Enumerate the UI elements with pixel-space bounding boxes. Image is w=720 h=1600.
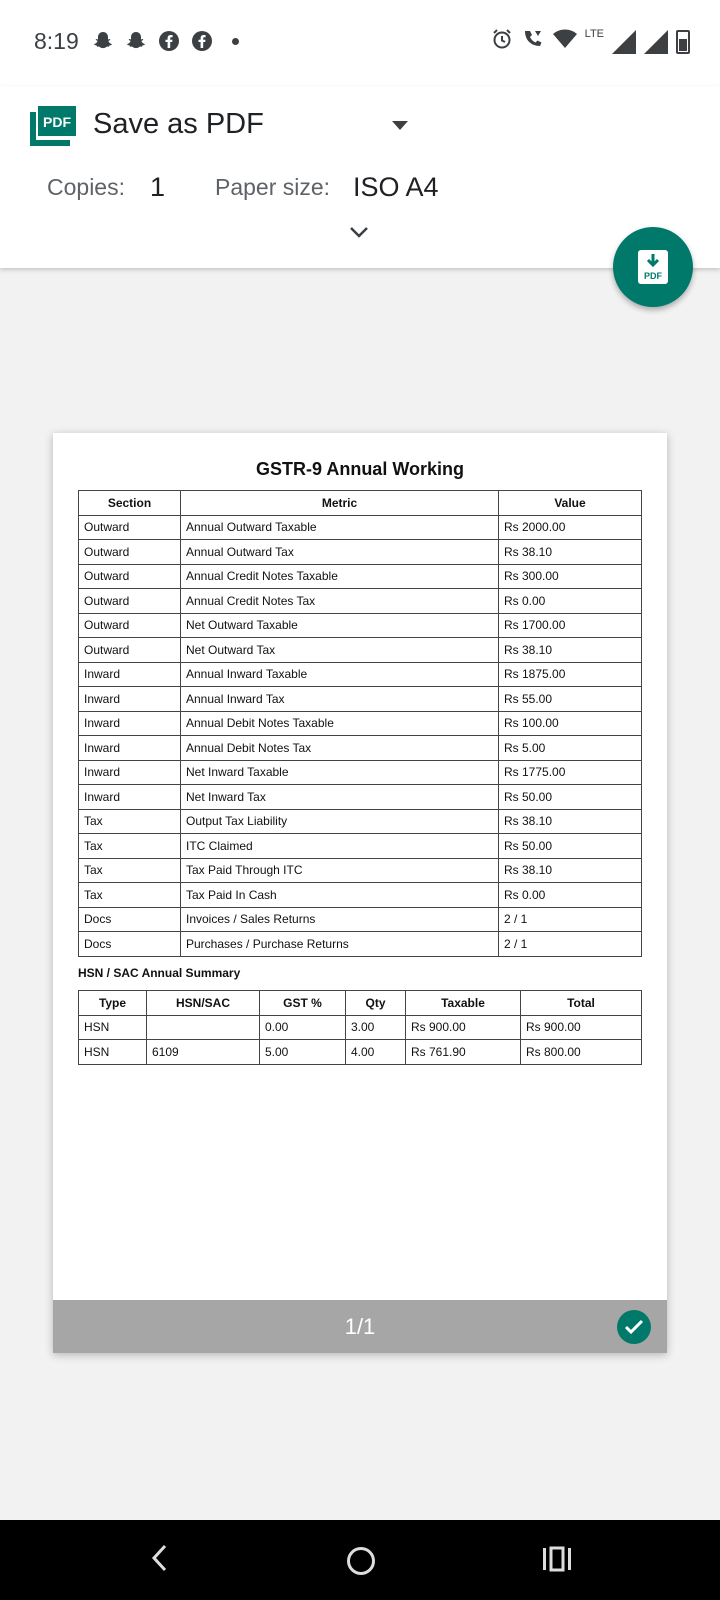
table-cell: Output Tax Liability (181, 809, 499, 834)
table-cell: Outward (79, 540, 181, 565)
table-cell: Tax Paid In Cash (181, 883, 499, 908)
table-row (79, 711, 642, 736)
hsn-summary-table (78, 990, 642, 1065)
table-cell: Tax (79, 883, 181, 908)
header-total: Total (521, 991, 642, 1016)
gstr9-table (78, 490, 642, 957)
table-cell: Rs 2000.00 (499, 515, 642, 540)
expand-options-chevron-icon[interactable] (349, 222, 369, 242)
svg-text:PDF: PDF (644, 271, 662, 281)
battery-icon (676, 30, 690, 54)
table-cell: Outward (79, 638, 181, 663)
header-taxable: Taxable (406, 991, 521, 1016)
table-cell: Rs 38.10 (499, 858, 642, 883)
header-value: Value (499, 491, 642, 516)
table-cell: Invoices / Sales Returns (181, 907, 499, 932)
table-header-row (79, 491, 642, 516)
table-cell: 2 / 1 (499, 907, 642, 932)
copies-value[interactable]: 1 (150, 172, 166, 202)
table-cell: Inward (79, 662, 181, 687)
table-cell: Annual Inward Tax (181, 687, 499, 712)
table-cell: Rs 800.00 (521, 1040, 642, 1065)
table-row (79, 834, 642, 859)
table-row (79, 1015, 642, 1040)
table-cell: Annual Outward Taxable (181, 515, 499, 540)
header-type: Type (79, 991, 147, 1016)
signal-icon (644, 30, 668, 54)
table-cell: Rs 0.00 (499, 883, 642, 908)
table-row (79, 736, 642, 761)
table-cell: Annual Credit Notes Tax (181, 589, 499, 614)
table-row (79, 858, 642, 883)
table-cell: Rs 5.00 (499, 736, 642, 761)
table-row (79, 564, 642, 589)
table-cell: Net Outward Tax (181, 638, 499, 663)
table-row (79, 662, 642, 687)
header-metric: Metric (181, 491, 499, 516)
notification-icons (92, 30, 239, 52)
pdf-printer-icon (30, 106, 76, 146)
snapchat-icon (125, 30, 147, 52)
wifi-call-icon (521, 28, 545, 55)
paper-size-label: Paper size: (215, 174, 331, 200)
table-cell: Rs 38.10 (499, 540, 642, 565)
table-cell: Rs 900.00 (521, 1015, 642, 1040)
table-cell: Inward (79, 736, 181, 761)
lte-icon: LTE (584, 27, 604, 40)
table-cell: Outward (79, 613, 181, 638)
table-cell: Tax (79, 858, 181, 883)
svg-text:PDF: PDF (43, 114, 71, 130)
download-pdf-button[interactable] (613, 227, 693, 307)
table-row (79, 907, 642, 932)
table-row (79, 932, 642, 957)
header-hsn-sac: HSN/SAC (147, 991, 260, 1016)
table-cell: 6109 (147, 1040, 260, 1065)
notification-dot (232, 38, 239, 45)
table-cell: Rs 50.00 (499, 785, 642, 810)
table-cell: HSN (79, 1015, 147, 1040)
table-cell: Docs (79, 932, 181, 957)
table-cell: Inward (79, 687, 181, 712)
page-indicator: 1/1 (344, 1314, 376, 1339)
table-cell: Rs 1775.00 (499, 760, 642, 785)
table-cell: Rs 761.90 (406, 1040, 521, 1065)
table-cell: Tax (79, 834, 181, 859)
table-row (79, 785, 642, 810)
table-cell: ITC Claimed (181, 834, 499, 859)
table-cell: Annual Inward Taxable (181, 662, 499, 687)
recent-apps-icon[interactable] (542, 1546, 572, 1577)
destination-selector[interactable]: Save as PDF (93, 108, 264, 140)
alarm-icon (491, 28, 513, 55)
page-preview[interactable] (53, 433, 667, 1353)
print-options-header (0, 86, 720, 268)
page-selected-check-icon[interactable] (617, 1310, 651, 1344)
table-cell: Inward (79, 785, 181, 810)
table-cell: Annual Debit Notes Tax (181, 736, 499, 761)
table-cell: Outward (79, 564, 181, 589)
signal-icon (612, 30, 636, 54)
table-cell: Annual Outward Tax (181, 540, 499, 565)
table-cell: Outward (79, 515, 181, 540)
facebook-icon (191, 30, 213, 52)
table-cell: Net Outward Taxable (181, 613, 499, 638)
table-row (79, 540, 642, 565)
header-section: Section (79, 491, 181, 516)
table-cell: Purchases / Purchase Returns (181, 932, 499, 957)
table-cell: Net Inward Taxable (181, 760, 499, 785)
home-icon[interactable] (347, 1547, 375, 1575)
table-cell: Tax (79, 809, 181, 834)
table-cell: Rs 55.00 (499, 687, 642, 712)
document-title: GSTR-9 Annual Working (255, 459, 464, 479)
table-cell: HSN (79, 1040, 147, 1065)
table-row (79, 638, 642, 663)
table-row (79, 883, 642, 908)
table-cell: Rs 100.00 (499, 711, 642, 736)
table-cell: Rs 300.00 (499, 564, 642, 589)
table-cell: 5.00 (260, 1040, 346, 1065)
table-cell: 3.00 (346, 1015, 406, 1040)
table-cell: 0.00 (260, 1015, 346, 1040)
table-cell: 4.00 (346, 1040, 406, 1065)
system-icons (491, 28, 690, 55)
page-footer-bar (53, 1300, 667, 1353)
table-header-row (79, 991, 642, 1016)
table-cell: 2 / 1 (499, 932, 642, 957)
table-cell: Rs 0.00 (499, 589, 642, 614)
table-row (79, 613, 642, 638)
clock: 8:19 (34, 28, 79, 54)
table-row (79, 809, 642, 834)
download-pdf-icon (637, 249, 669, 285)
back-icon[interactable] (150, 1544, 168, 1577)
table-row (79, 515, 642, 540)
table-cell: Rs 1875.00 (499, 662, 642, 687)
table-cell: Net Inward Tax (181, 785, 499, 810)
table-cell: Outward (79, 589, 181, 614)
facebook-icon (158, 30, 180, 52)
status-bar (0, 0, 720, 86)
header-gst-percent: GST % (260, 991, 346, 1016)
table-cell: Rs 38.10 (499, 809, 642, 834)
table-row (79, 1040, 642, 1065)
copies-label: Copies: (47, 174, 125, 200)
table-cell (147, 1015, 260, 1040)
table-cell: Tax Paid Through ITC (181, 858, 499, 883)
snapchat-icon (92, 30, 114, 52)
hsn-summary-title: HSN / SAC Annual Summary (78, 966, 241, 980)
table-cell: Rs 1700.00 (499, 613, 642, 638)
paper-size-value[interactable]: ISO A4 (353, 172, 439, 202)
dropdown-arrow-icon[interactable] (392, 121, 408, 130)
table-cell: Rs 50.00 (499, 834, 642, 859)
table-cell: Inward (79, 711, 181, 736)
table-cell: Inward (79, 760, 181, 785)
table-cell: Docs (79, 907, 181, 932)
table-row (79, 687, 642, 712)
table-cell: Rs 38.10 (499, 638, 642, 663)
table-row (79, 760, 642, 785)
table-cell: Rs 900.00 (406, 1015, 521, 1040)
table-cell: Annual Debit Notes Taxable (181, 711, 499, 736)
wifi-icon (553, 29, 577, 54)
table-row (79, 589, 642, 614)
navigation-bar (0, 1520, 720, 1600)
header-qty: Qty (346, 991, 406, 1016)
table-cell: Annual Credit Notes Taxable (181, 564, 499, 589)
